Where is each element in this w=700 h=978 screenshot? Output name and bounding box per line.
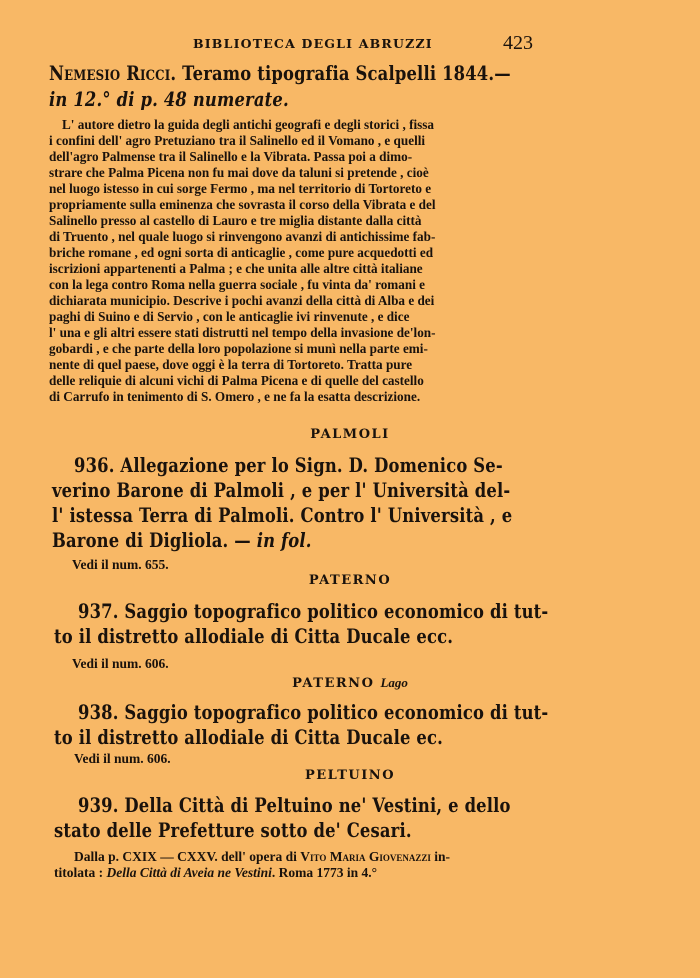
title-rest: . Teramo tipografia Scalpelli 1844.— [170, 62, 511, 85]
abstract-line: con la lega contro Roma nella guerra sociale , fu vinta da' romani e [49, 277, 426, 292]
section-heading-palmoli: PALMOLI [310, 427, 390, 442]
entry-936-line: l' istessa Terra di Palmoli. Contro l' Università , e [52, 504, 513, 527]
entry-936-format: in fol. [256, 529, 312, 552]
entry-ricci-format: in 12.° di p. 48 numerate. [49, 88, 289, 111]
section-heading-paterno-lago [0, 675, 700, 691]
abstract-line: briche romane , ed ogni sorta di anticaglie , come pure acquedotti ed [49, 245, 434, 260]
page-number: 423 [503, 32, 533, 54]
abstract-line: gobardi , e che parte della loro popolazione si munì nella parte emi- [49, 341, 428, 356]
source-imprint: . Roma 1773 in 4.° [271, 865, 378, 880]
source-work-title: Della Città di Aveia ne Vestini [106, 865, 272, 880]
abstract-line: propriamente sulla eminenza che sovrasta il corso della Vibrata e del [49, 197, 436, 212]
abstract-line: di Truento , nel quale luogo si rinvengono avanzi di antichissime fab- [49, 229, 436, 244]
running-title: BIBLIOTECA DEGLI ABRUZZI [193, 36, 433, 51]
entry-936-line: verino Barone di Palmoli , e per l' Università del- [52, 479, 511, 502]
abstract-line: Salinello presso al castello di Lauro e tre miglia distante dalla città [49, 213, 422, 228]
abstract-line: iscrizioni appartenenti a Palma ; e che unita alle altre città italiane [49, 261, 423, 276]
abstract-line: L' autore dietro la guida degli antichi geografi e degli storici , fissa [62, 117, 434, 132]
entry-939-source-line [54, 865, 377, 881]
entry-936-crossref: Vedi il num. 655. [72, 557, 169, 572]
abstract-line: l' una e gli altri essere stati distrutti nel tempo della invasione de'lon- [49, 325, 436, 340]
entry-937-line: to il distretto allodiale di Citta Ducale ecc. [54, 625, 454, 648]
page-header [0, 34, 700, 56]
abstract-line: di Carrufo in tenimento di S. Omero , e ne fa la esatta descrizione. [49, 389, 421, 404]
entry-939-line: 939. Della Città di Peltuino ne' Vestini, e dello [78, 794, 511, 817]
source-text: Dalla p. CXIX — CXXV. dell' opera di [74, 849, 301, 864]
source-text-end: in- [430, 849, 451, 864]
entry-ricci-title [49, 62, 511, 85]
abstract-line: nente di quel paese, dove oggi è la terra di Tortoreto. Tratta pure [49, 357, 413, 372]
source-author: Vito Maria Giovenazzi [300, 849, 431, 864]
entry-938-line: 938. Saggio topografico politico economico di tut- [78, 701, 549, 724]
entry-938-line: to il distretto allodiale di Citta Ducale ec. [54, 726, 444, 749]
abstract-line: paghi di Suino e di Servio , con le anticaglie ivi rinvenute , e dice [49, 309, 410, 324]
entry-938-crossref: Vedi il num. 606. [74, 751, 171, 766]
author-name: Nemesio Ricci [49, 62, 171, 85]
source-text: titolata : [54, 865, 107, 880]
abstract-line: i confini dell' agro Pretuziano tra il Salinello ed il Vomano , e quelli [49, 133, 426, 148]
abstract-line: dichiarata municipio. Descrive i pochi avanzi della città di Alba e dei [49, 293, 435, 308]
entry-937-line: 937. Saggio topografico politico economico di tut- [78, 600, 549, 623]
entry-939-line: stato delle Prefetture sotto de' Cesari. [54, 819, 412, 842]
entry-939-source-line [74, 849, 450, 865]
abstract-line: strare che Palma Picena non fu mai dove da taluni si pretende , cioè [49, 165, 429, 180]
section-heading-paterno: PATERNO [308, 573, 392, 588]
abstract-line: dell'agro Palmense tra il Salinello e la Vibrata. Passa poi a dimo- [49, 149, 413, 164]
abstract-line: nel luogo istesso in cui sorge Fermo , ma nel territorio di Tortoreto e [49, 181, 432, 196]
entry-937-crossref: Vedi il num. 606. [72, 656, 169, 671]
section-heading-peltuino: PELTUINO [304, 768, 396, 783]
section-heading-paterno-lago-name: PATERNO [292, 676, 375, 691]
entry-936-title-end: Barone di Digliola. — [52, 529, 257, 552]
entry-936-line: 936. Allegazione per lo Sign. D. Domenico Se- [74, 454, 503, 477]
entry-936-line [52, 529, 312, 552]
abstract-line: delle reliquie di alcuni vichi di Palma Picena e di quelle del castello [49, 373, 424, 388]
section-heading-lago: Lago [380, 675, 408, 690]
